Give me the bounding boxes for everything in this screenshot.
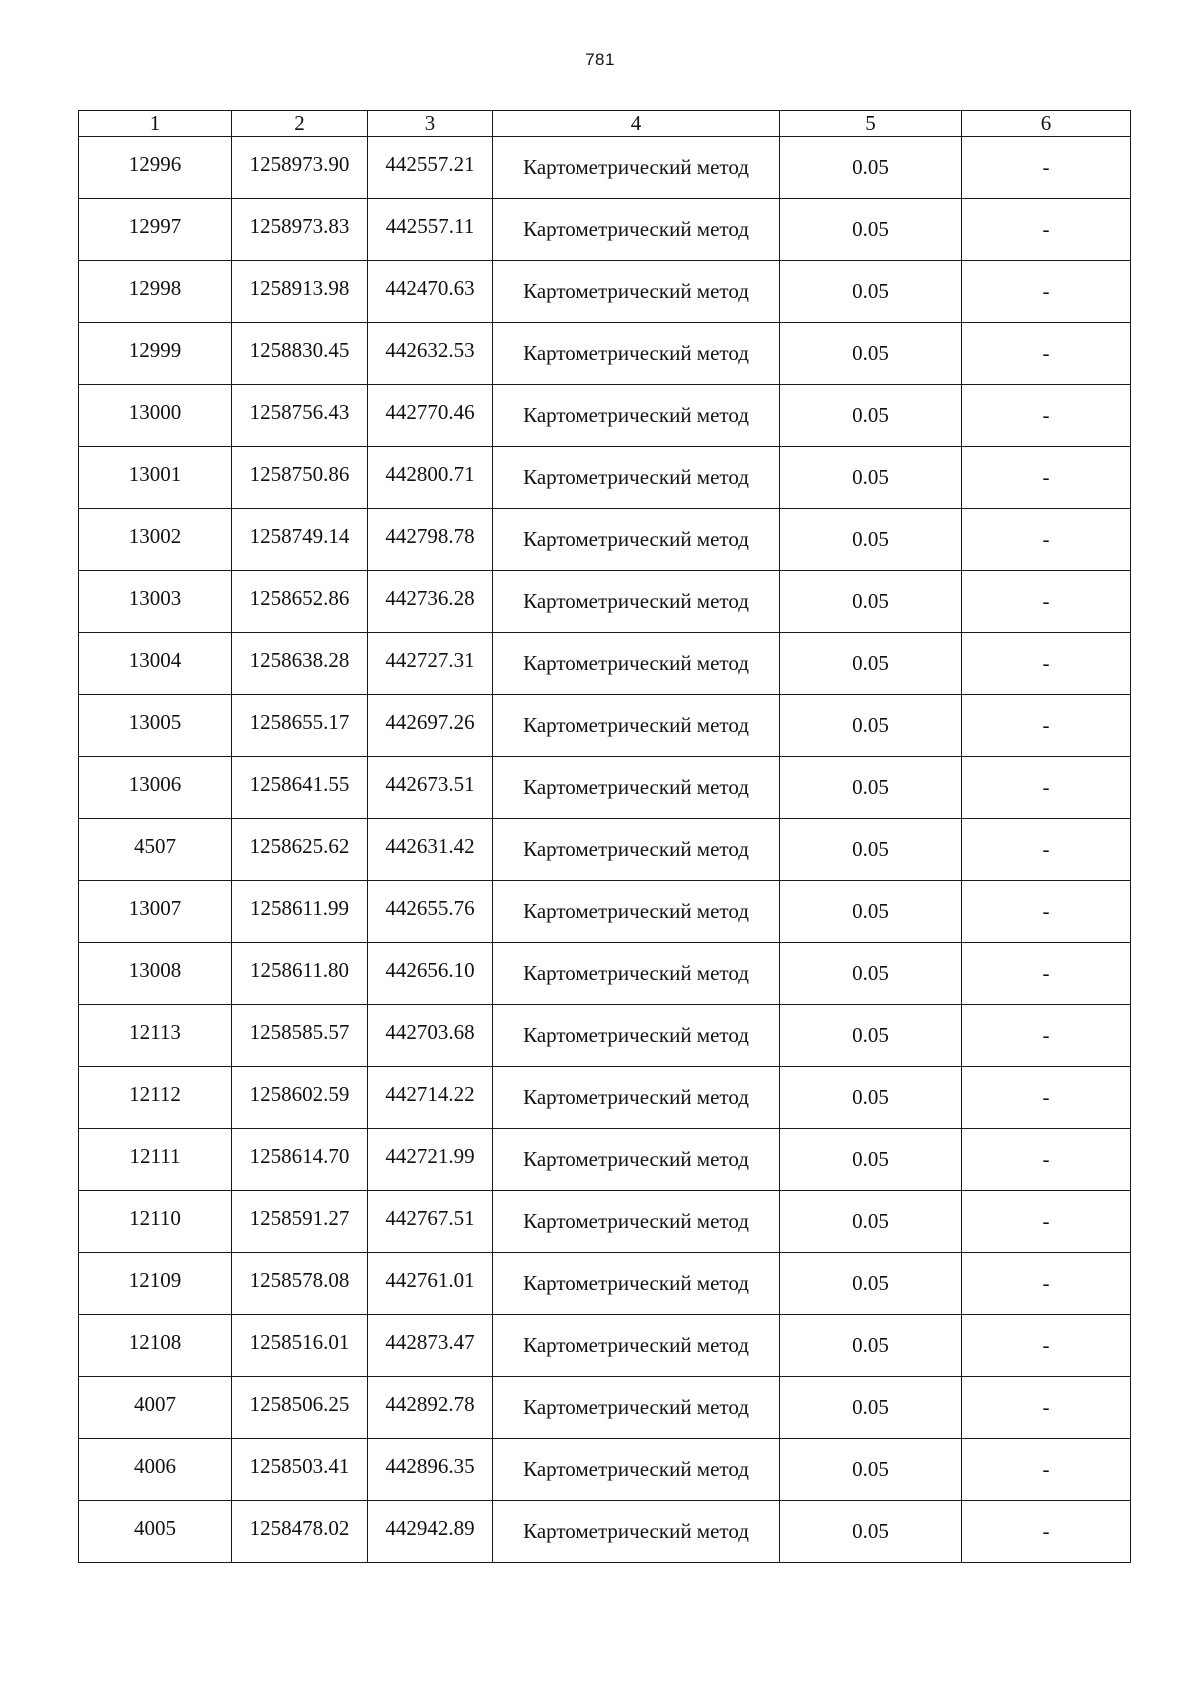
error-cell: 0.05 [780,881,962,943]
y-coordinate-cell: 442896.35 [368,1439,493,1501]
note-cell: - [962,323,1131,385]
table-row [79,1067,1131,1129]
table-row [79,261,1131,323]
point-number-cell: 13004 [79,633,232,695]
y-coordinate-cell: 442470.63 [368,261,493,323]
error-cell: 0.05 [780,819,962,881]
error-cell: 0.05 [780,571,962,633]
point-number-cell: 13003 [79,571,232,633]
y-coordinate-cell: 442942.89 [368,1501,493,1563]
x-coordinate-cell: 1258578.08 [232,1253,368,1315]
point-number-cell: 13007 [79,881,232,943]
column-header-6: 6 [962,111,1131,137]
method-cell: Картометрический метод [493,1253,780,1315]
method-cell: Картометрический метод [493,1501,780,1563]
y-coordinate-cell: 442767.51 [368,1191,493,1253]
column-header-5: 5 [780,111,962,137]
point-number-cell: 12109 [79,1253,232,1315]
column-header-1: 1 [79,111,232,137]
note-cell: - [962,757,1131,819]
error-cell: 0.05 [780,1253,962,1315]
note-cell: - [962,1191,1131,1253]
column-header-4: 4 [493,111,780,137]
table-row [79,1129,1131,1191]
point-number-cell: 12110 [79,1191,232,1253]
error-cell: 0.05 [780,385,962,447]
table-row [79,1315,1131,1377]
point-number-cell: 13008 [79,943,232,1005]
x-coordinate-cell: 1258516.01 [232,1315,368,1377]
table-row [79,1377,1131,1439]
point-number-cell: 12108 [79,1315,232,1377]
method-cell: Картометрический метод [493,819,780,881]
error-cell: 0.05 [780,1129,962,1191]
x-coordinate-cell: 1258611.99 [232,881,368,943]
y-coordinate-cell: 442873.47 [368,1315,493,1377]
point-number-cell: 13002 [79,509,232,571]
y-coordinate-cell: 442761.01 [368,1253,493,1315]
error-cell: 0.05 [780,199,962,261]
note-cell: - [962,137,1131,199]
table-header [79,111,1131,137]
method-cell: Картометрический метод [493,633,780,695]
y-coordinate-cell: 442557.21 [368,137,493,199]
method-cell: Картометрический метод [493,881,780,943]
error-cell: 0.05 [780,1501,962,1563]
point-number-cell: 4007 [79,1377,232,1439]
x-coordinate-cell: 1258638.28 [232,633,368,695]
note-cell: - [962,695,1131,757]
y-coordinate-cell: 442703.68 [368,1005,493,1067]
header-row [79,111,1131,137]
method-cell: Картометрический метод [493,447,780,509]
point-number-cell: 12112 [79,1067,232,1129]
x-coordinate-cell: 1258756.43 [232,385,368,447]
y-coordinate-cell: 442655.76 [368,881,493,943]
table-row [79,1005,1131,1067]
point-number-cell: 4006 [79,1439,232,1501]
table-row [79,943,1131,1005]
method-cell: Картометрический метод [493,199,780,261]
table-row [79,385,1131,447]
x-coordinate-cell: 1258614.70 [232,1129,368,1191]
point-number-cell: 4005 [79,1501,232,1563]
table-row [79,447,1131,509]
point-number-cell: 13006 [79,757,232,819]
method-cell: Картометрический метод [493,1005,780,1067]
table-row [79,199,1131,261]
table-row [79,137,1131,199]
x-coordinate-cell: 1258749.14 [232,509,368,571]
y-coordinate-cell: 442727.31 [368,633,493,695]
y-coordinate-cell: 442632.53 [368,323,493,385]
note-cell: - [962,447,1131,509]
note-cell: - [962,1439,1131,1501]
table-row [79,1501,1131,1563]
point-number-cell: 4507 [79,819,232,881]
x-coordinate-cell: 1258830.45 [232,323,368,385]
x-coordinate-cell: 1258641.55 [232,757,368,819]
method-cell: Картометрический метод [493,385,780,447]
x-coordinate-cell: 1258655.17 [232,695,368,757]
error-cell: 0.05 [780,323,962,385]
table-row [79,1191,1131,1253]
note-cell: - [962,1005,1131,1067]
method-cell: Картометрический метод [493,261,780,323]
error-cell: 0.05 [780,695,962,757]
x-coordinate-cell: 1258973.90 [232,137,368,199]
error-cell: 0.05 [780,1005,962,1067]
error-cell: 0.05 [780,1315,962,1377]
method-cell: Картометрический метод [493,509,780,571]
note-cell: - [962,571,1131,633]
x-coordinate-cell: 1258973.83 [232,199,368,261]
error-cell: 0.05 [780,1377,962,1439]
y-coordinate-cell: 442656.10 [368,943,493,1005]
y-coordinate-cell: 442736.28 [368,571,493,633]
method-cell: Картометрический метод [493,1191,780,1253]
error-cell: 0.05 [780,137,962,199]
x-coordinate-cell: 1258750.86 [232,447,368,509]
error-cell: 0.05 [780,1191,962,1253]
error-cell: 0.05 [780,447,962,509]
note-cell: - [962,199,1131,261]
error-cell: 0.05 [780,1067,962,1129]
y-coordinate-cell: 442798.78 [368,509,493,571]
method-cell: Картометрический метод [493,1439,780,1501]
table-row [79,509,1131,571]
y-coordinate-cell: 442714.22 [368,1067,493,1129]
table-row [79,819,1131,881]
table-row [79,1439,1131,1501]
y-coordinate-cell: 442892.78 [368,1377,493,1439]
point-number-cell: 13000 [79,385,232,447]
note-cell: - [962,819,1131,881]
y-coordinate-cell: 442721.99 [368,1129,493,1191]
note-cell: - [962,1253,1131,1315]
table-row [79,695,1131,757]
point-number-cell: 12113 [79,1005,232,1067]
table-row [79,881,1131,943]
note-cell: - [962,1129,1131,1191]
x-coordinate-cell: 1258503.41 [232,1439,368,1501]
note-cell: - [962,943,1131,1005]
point-number-cell: 12996 [79,137,232,199]
table-row [79,633,1131,695]
note-cell: - [962,261,1131,323]
method-cell: Картометрический метод [493,323,780,385]
error-cell: 0.05 [780,633,962,695]
method-cell: Картометрический метод [493,757,780,819]
point-number-cell: 13001 [79,447,232,509]
point-number-cell: 13005 [79,695,232,757]
table-body [79,137,1131,1563]
point-number-cell: 12998 [79,261,232,323]
y-coordinate-cell: 442631.42 [368,819,493,881]
x-coordinate-cell: 1258913.98 [232,261,368,323]
y-coordinate-cell: 442800.71 [368,447,493,509]
note-cell: - [962,1377,1131,1439]
table-row [79,757,1131,819]
method-cell: Картометрический метод [493,571,780,633]
method-cell: Картометрический метод [493,1315,780,1377]
error-cell: 0.05 [780,943,962,1005]
method-cell: Картометрический метод [493,1067,780,1129]
note-cell: - [962,1067,1131,1129]
x-coordinate-cell: 1258602.59 [232,1067,368,1129]
error-cell: 0.05 [780,509,962,571]
method-cell: Картометрический метод [493,943,780,1005]
point-number-cell: 12111 [79,1129,232,1191]
method-cell: Картометрический метод [493,695,780,757]
coordinates-table [78,110,1131,1563]
method-cell: Картометрический метод [493,1129,780,1191]
note-cell: - [962,881,1131,943]
x-coordinate-cell: 1258585.57 [232,1005,368,1067]
note-cell: - [962,385,1131,447]
point-number-cell: 12999 [79,323,232,385]
table-row [79,323,1131,385]
note-cell: - [962,509,1131,571]
note-cell: - [962,1315,1131,1377]
x-coordinate-cell: 1258611.80 [232,943,368,1005]
x-coordinate-cell: 1258625.62 [232,819,368,881]
method-cell: Картометрический метод [493,137,780,199]
error-cell: 0.05 [780,261,962,323]
x-coordinate-cell: 1258652.86 [232,571,368,633]
note-cell: - [962,1501,1131,1563]
y-coordinate-cell: 442557.11 [368,199,493,261]
x-coordinate-cell: 1258506.25 [232,1377,368,1439]
y-coordinate-cell: 442673.51 [368,757,493,819]
note-cell: - [962,633,1131,695]
x-coordinate-cell: 1258591.27 [232,1191,368,1253]
table-row [79,571,1131,633]
method-cell: Картометрический метод [493,1377,780,1439]
error-cell: 0.05 [780,1439,962,1501]
column-header-3: 3 [368,111,493,137]
column-header-2: 2 [232,111,368,137]
page-number: 781 [585,50,615,69]
error-cell: 0.05 [780,757,962,819]
point-number-cell: 12997 [79,199,232,261]
table-row [79,1253,1131,1315]
y-coordinate-cell: 442697.26 [368,695,493,757]
y-coordinate-cell: 442770.46 [368,385,493,447]
x-coordinate-cell: 1258478.02 [232,1501,368,1563]
